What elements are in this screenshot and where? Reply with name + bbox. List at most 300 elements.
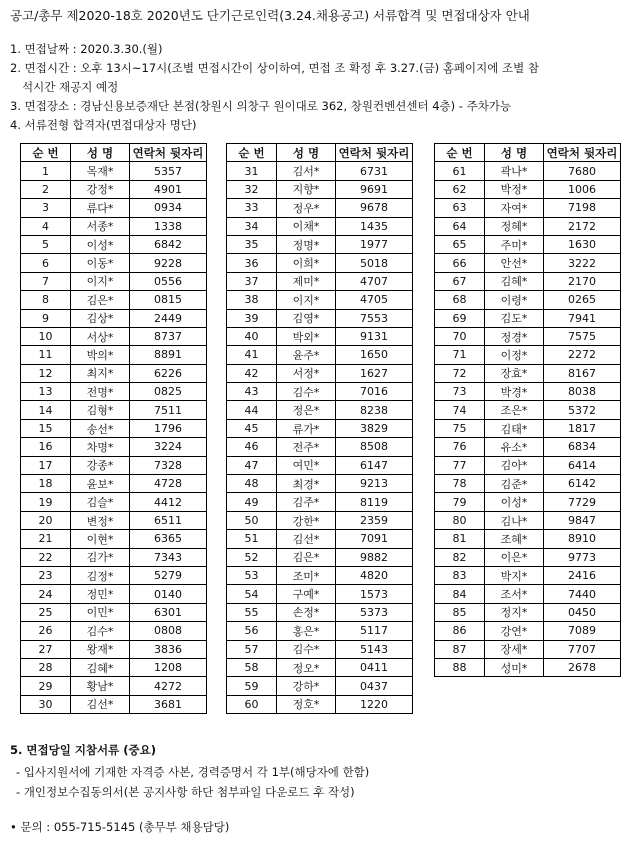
phone-last-digits: 8737 bbox=[130, 327, 207, 345]
row-number: 25 bbox=[21, 603, 71, 621]
table-row bbox=[227, 346, 413, 364]
table-row bbox=[21, 346, 207, 364]
phone-last-digits: 1208 bbox=[130, 658, 207, 676]
row-number: 28 bbox=[21, 658, 71, 676]
phone-last-digits: 4820 bbox=[336, 566, 413, 584]
table-row bbox=[435, 566, 621, 584]
applicant-name: 김도* bbox=[485, 309, 544, 327]
applicant-name: 정혜* bbox=[485, 217, 544, 235]
phone-last-digits: 1630 bbox=[544, 235, 621, 253]
phone-last-digits: 7680 bbox=[544, 162, 621, 180]
phone-last-digits: 7089 bbox=[544, 622, 621, 640]
phone-last-digits: 7198 bbox=[544, 199, 621, 217]
applicant-name: 송선* bbox=[71, 419, 130, 437]
applicant-name: 박경* bbox=[485, 383, 544, 401]
applicant-name: 변정* bbox=[71, 511, 130, 529]
applicant-name: 김선* bbox=[277, 530, 336, 548]
applicant-name: 김나* bbox=[485, 511, 544, 529]
phone-last-digits: 1338 bbox=[130, 217, 207, 235]
row-number: 16 bbox=[21, 438, 71, 456]
phone-last-digits: 9773 bbox=[544, 548, 621, 566]
row-number: 29 bbox=[21, 677, 71, 695]
row-number: 38 bbox=[227, 291, 277, 309]
row-number: 32 bbox=[227, 180, 277, 198]
applicant-name: 강하* bbox=[277, 677, 336, 695]
row-number: 88 bbox=[435, 658, 485, 676]
phone-last-digits: 1796 bbox=[130, 419, 207, 437]
applicant-name: 목재* bbox=[71, 162, 130, 180]
row-number: 1 bbox=[21, 162, 71, 180]
phone-last-digits: 7941 bbox=[544, 309, 621, 327]
row-number: 84 bbox=[435, 585, 485, 603]
phone-last-digits: 4901 bbox=[130, 180, 207, 198]
row-number: 7 bbox=[21, 272, 71, 290]
table-row bbox=[21, 309, 207, 327]
applicant-name: 최지* bbox=[71, 364, 130, 382]
phone-last-digits: 5279 bbox=[130, 566, 207, 584]
interview-time: 2. 면접시간 : 오후 13시~17시(조별 면접시간이 상이하여, 면접 조 확정 후 3.27.(금) 홈페이지에 조별 참 bbox=[10, 61, 540, 75]
phone-last-digits: 7328 bbox=[130, 456, 207, 474]
phone-last-digits: 1977 bbox=[336, 235, 413, 253]
applicant-name: 서종* bbox=[71, 217, 130, 235]
phone-last-digits: 2416 bbox=[544, 566, 621, 584]
row-number: 86 bbox=[435, 622, 485, 640]
phone-last-digits: 7343 bbox=[130, 548, 207, 566]
applicant-name: 이성* bbox=[485, 493, 544, 511]
row-number: 59 bbox=[227, 677, 277, 695]
phone-last-digits: 8119 bbox=[336, 493, 413, 511]
row-number: 74 bbox=[435, 401, 485, 419]
table-row bbox=[227, 254, 413, 272]
row-number: 2 bbox=[21, 180, 71, 198]
header-phone: 연락처 뒷자리 bbox=[336, 144, 413, 162]
row-number: 50 bbox=[227, 511, 277, 529]
interview-place: 3. 면접장소 : 경남신용보증재단 본점(창원시 의창구 원이대로 362, 창원컨벤션센터 4층) - 주차가능 bbox=[10, 99, 512, 113]
notice-title: 공고/총무 제2020-18호 2020년도 단기근로인력(3.24.채용공고) 서류합격 및 면접대상자 안내 bbox=[10, 8, 530, 23]
table-row bbox=[435, 180, 621, 198]
applicant-name: 강종* bbox=[71, 456, 130, 474]
table-row bbox=[21, 530, 207, 548]
table-row bbox=[227, 530, 413, 548]
phone-last-digits: 1650 bbox=[336, 346, 413, 364]
roster-table-3 bbox=[434, 143, 621, 677]
applicant-name: 이현* bbox=[71, 530, 130, 548]
applicant-name: 강한* bbox=[277, 511, 336, 529]
phone-last-digits: 8167 bbox=[544, 364, 621, 382]
row-number: 33 bbox=[227, 199, 277, 217]
required-documents-heading: 5. 면접당일 지참서류 (중요) bbox=[10, 743, 156, 757]
row-number: 73 bbox=[435, 383, 485, 401]
table-row bbox=[21, 695, 207, 713]
phone-last-digits: 2359 bbox=[336, 511, 413, 529]
table-row bbox=[435, 622, 621, 640]
applicant-name: 김수* bbox=[277, 383, 336, 401]
table-row bbox=[435, 438, 621, 456]
applicant-name: 유소* bbox=[485, 438, 544, 456]
phone-last-digits: 7553 bbox=[336, 309, 413, 327]
table-row bbox=[227, 364, 413, 382]
phone-last-digits: 0140 bbox=[130, 585, 207, 603]
table-row bbox=[435, 658, 621, 676]
table-row bbox=[21, 401, 207, 419]
table-row bbox=[21, 162, 207, 180]
phone-last-digits: 9131 bbox=[336, 327, 413, 345]
phone-last-digits: 7729 bbox=[544, 493, 621, 511]
table-row bbox=[227, 401, 413, 419]
row-number: 72 bbox=[435, 364, 485, 382]
table-row bbox=[435, 603, 621, 621]
row-number: 26 bbox=[21, 622, 71, 640]
table-row bbox=[435, 511, 621, 529]
table-row bbox=[227, 180, 413, 198]
row-number: 35 bbox=[227, 235, 277, 253]
table-row bbox=[227, 585, 413, 603]
header-name: 성 명 bbox=[485, 144, 544, 162]
table-row bbox=[435, 456, 621, 474]
applicant-name: 김형* bbox=[71, 401, 130, 419]
row-number: 41 bbox=[227, 346, 277, 364]
table-row bbox=[227, 272, 413, 290]
row-number: 56 bbox=[227, 622, 277, 640]
row-number: 20 bbox=[21, 511, 71, 529]
row-number: 80 bbox=[435, 511, 485, 529]
header-phone: 연락처 뒷자리 bbox=[130, 144, 207, 162]
applicant-name: 김정* bbox=[71, 566, 130, 584]
row-number: 55 bbox=[227, 603, 277, 621]
row-number: 36 bbox=[227, 254, 277, 272]
applicant-name: 정민* bbox=[71, 585, 130, 603]
phone-last-digits: 6365 bbox=[130, 530, 207, 548]
row-number: 11 bbox=[21, 346, 71, 364]
applicant-name: 류다* bbox=[71, 199, 130, 217]
phone-last-digits: 7575 bbox=[544, 327, 621, 345]
table-row bbox=[435, 364, 621, 382]
phone-last-digits: 0411 bbox=[336, 658, 413, 676]
applicant-name: 이은* bbox=[485, 548, 544, 566]
row-number: 62 bbox=[435, 180, 485, 198]
applicant-name: 김아* bbox=[485, 456, 544, 474]
table-row bbox=[435, 475, 621, 493]
table-row bbox=[21, 327, 207, 345]
table-row bbox=[227, 291, 413, 309]
applicant-name: 정오* bbox=[277, 658, 336, 676]
phone-last-digits: 5373 bbox=[336, 603, 413, 621]
applicant-name: 최경* bbox=[277, 475, 336, 493]
table-row bbox=[435, 530, 621, 548]
row-number: 60 bbox=[227, 695, 277, 713]
applicant-name: 왕재* bbox=[71, 640, 130, 658]
row-number: 83 bbox=[435, 566, 485, 584]
required-documents-section bbox=[10, 740, 369, 802]
row-number: 85 bbox=[435, 603, 485, 621]
row-number: 31 bbox=[227, 162, 277, 180]
table-row bbox=[227, 677, 413, 695]
applicant-name: 서정* bbox=[277, 364, 336, 382]
table-row bbox=[435, 162, 621, 180]
row-number: 24 bbox=[21, 585, 71, 603]
roster-table-1 bbox=[20, 143, 207, 714]
row-number: 66 bbox=[435, 254, 485, 272]
applicant-name: 윤주* bbox=[277, 346, 336, 364]
row-number: 87 bbox=[435, 640, 485, 658]
applicant-name: 이령* bbox=[485, 291, 544, 309]
phone-last-digits: 6511 bbox=[130, 511, 207, 529]
row-number: 39 bbox=[227, 309, 277, 327]
row-number: 19 bbox=[21, 493, 71, 511]
phone-last-digits: 6834 bbox=[544, 438, 621, 456]
applicant-name: 이동* bbox=[71, 254, 130, 272]
row-number: 30 bbox=[21, 695, 71, 713]
applicant-name: 홍은* bbox=[277, 622, 336, 640]
phone-last-digits: 2272 bbox=[544, 346, 621, 364]
row-number: 4 bbox=[21, 217, 71, 235]
table-row bbox=[21, 658, 207, 676]
applicant-name: 정경* bbox=[485, 327, 544, 345]
table-row bbox=[21, 622, 207, 640]
table-row bbox=[227, 658, 413, 676]
phone-last-digits: 3222 bbox=[544, 254, 621, 272]
applicant-name: 황남* bbox=[71, 677, 130, 695]
row-number: 69 bbox=[435, 309, 485, 327]
table-row bbox=[21, 640, 207, 658]
phone-last-digits: 0808 bbox=[130, 622, 207, 640]
applicant-name: 이희* bbox=[277, 254, 336, 272]
phone-last-digits: 5357 bbox=[130, 162, 207, 180]
row-number: 46 bbox=[227, 438, 277, 456]
row-number: 71 bbox=[435, 346, 485, 364]
table-row bbox=[227, 622, 413, 640]
applicant-name: 김영* bbox=[277, 309, 336, 327]
table-row bbox=[227, 475, 413, 493]
table-row bbox=[227, 162, 413, 180]
table-row bbox=[21, 677, 207, 695]
row-number: 34 bbox=[227, 217, 277, 235]
applicant-name: 전명* bbox=[71, 383, 130, 401]
table-row bbox=[435, 640, 621, 658]
table-row bbox=[435, 346, 621, 364]
header-name: 성 명 bbox=[71, 144, 130, 162]
row-number: 63 bbox=[435, 199, 485, 217]
header-no: 순 번 bbox=[435, 144, 485, 162]
row-number: 77 bbox=[435, 456, 485, 474]
row-number: 22 bbox=[21, 548, 71, 566]
applicant-name: 이정* bbox=[485, 346, 544, 364]
table-row bbox=[21, 199, 207, 217]
row-number: 61 bbox=[435, 162, 485, 180]
applicant-name: 강연* bbox=[485, 622, 544, 640]
header-no: 순 번 bbox=[21, 144, 71, 162]
applicant-name: 조은* bbox=[485, 401, 544, 419]
phone-last-digits: 8910 bbox=[544, 530, 621, 548]
phone-last-digits: 2172 bbox=[544, 217, 621, 235]
row-number: 68 bbox=[435, 291, 485, 309]
phone-last-digits: 1435 bbox=[336, 217, 413, 235]
contact-info: • 문의 : 055-715-5145 (총무부 채용담당) bbox=[10, 820, 230, 834]
phone-last-digits: 6301 bbox=[130, 603, 207, 621]
table-row bbox=[21, 475, 207, 493]
row-number: 5 bbox=[21, 235, 71, 253]
row-number: 13 bbox=[21, 383, 71, 401]
applicant-name: 김은* bbox=[277, 548, 336, 566]
applicant-name: 정지* bbox=[485, 603, 544, 621]
header-phone: 연락처 뒷자리 bbox=[544, 144, 621, 162]
phone-last-digits: 3681 bbox=[130, 695, 207, 713]
phone-last-digits: 8238 bbox=[336, 401, 413, 419]
applicant-name: 곽나* bbox=[485, 162, 544, 180]
phone-last-digits: 5143 bbox=[336, 640, 413, 658]
row-number: 70 bbox=[435, 327, 485, 345]
table-row bbox=[435, 401, 621, 419]
phone-last-digits: 2449 bbox=[130, 309, 207, 327]
applicant-name: 정명* bbox=[277, 235, 336, 253]
passed-list-heading: 4. 서류전형 합격자(면접대상자 명단) bbox=[10, 118, 197, 132]
applicant-name: 성미* bbox=[485, 658, 544, 676]
row-number: 6 bbox=[21, 254, 71, 272]
row-number: 45 bbox=[227, 419, 277, 437]
phone-last-digits: 7016 bbox=[336, 383, 413, 401]
table-row bbox=[227, 566, 413, 584]
row-number: 48 bbox=[227, 475, 277, 493]
applicant-name: 박외* bbox=[277, 327, 336, 345]
applicant-name: 전주* bbox=[277, 438, 336, 456]
table-row bbox=[227, 419, 413, 437]
phone-last-digits: 6731 bbox=[336, 162, 413, 180]
phone-last-digits: 0556 bbox=[130, 272, 207, 290]
phone-last-digits: 7511 bbox=[130, 401, 207, 419]
phone-last-digits: 4707 bbox=[336, 272, 413, 290]
table-row bbox=[227, 511, 413, 529]
row-number: 65 bbox=[435, 235, 485, 253]
table-row bbox=[435, 309, 621, 327]
phone-last-digits: 4728 bbox=[130, 475, 207, 493]
phone-last-digits: 4272 bbox=[130, 677, 207, 695]
row-number: 8 bbox=[21, 291, 71, 309]
phone-last-digits: 1573 bbox=[336, 585, 413, 603]
row-number: 53 bbox=[227, 566, 277, 584]
row-number: 23 bbox=[21, 566, 71, 584]
applicant-name: 주미* bbox=[485, 235, 544, 253]
required-document-1: - 입사지원서에 기재한 자격증 사본, 경력증명서 각 1부(해당자에 한함) bbox=[16, 765, 370, 779]
table-row bbox=[21, 548, 207, 566]
row-number: 79 bbox=[435, 493, 485, 511]
row-number: 27 bbox=[21, 640, 71, 658]
table-row bbox=[227, 603, 413, 621]
applicant-name: 정호* bbox=[277, 695, 336, 713]
applicant-name: 김상* bbox=[71, 309, 130, 327]
phone-last-digits: 9691 bbox=[336, 180, 413, 198]
row-number: 75 bbox=[435, 419, 485, 437]
applicant-name: 김태* bbox=[485, 419, 544, 437]
applicant-name: 김주* bbox=[277, 493, 336, 511]
table-row bbox=[435, 272, 621, 290]
table-row bbox=[227, 493, 413, 511]
table-row bbox=[435, 383, 621, 401]
applicant-name: 조서* bbox=[485, 585, 544, 603]
phone-last-digits: 9847 bbox=[544, 511, 621, 529]
table-row bbox=[435, 235, 621, 253]
applicant-name: 구예* bbox=[277, 585, 336, 603]
phone-last-digits: 5018 bbox=[336, 254, 413, 272]
row-number: 9 bbox=[21, 309, 71, 327]
applicant-name: 조미* bbox=[277, 566, 336, 584]
phone-last-digits: 0437 bbox=[336, 677, 413, 695]
row-number: 78 bbox=[435, 475, 485, 493]
table-row bbox=[21, 438, 207, 456]
applicant-name: 장세* bbox=[485, 640, 544, 658]
applicant-name: 이지* bbox=[277, 291, 336, 309]
applicant-name: 김혜* bbox=[71, 658, 130, 676]
row-number: 54 bbox=[227, 585, 277, 603]
row-number: 67 bbox=[435, 272, 485, 290]
table-row bbox=[227, 199, 413, 217]
table-row bbox=[227, 309, 413, 327]
applicant-name: 김서* bbox=[277, 162, 336, 180]
header-name: 성 명 bbox=[277, 144, 336, 162]
applicant-name: 박의* bbox=[71, 346, 130, 364]
phone-last-digits: 1006 bbox=[544, 180, 621, 198]
notice-document bbox=[10, 6, 634, 135]
row-number: 51 bbox=[227, 530, 277, 548]
table-row bbox=[227, 695, 413, 713]
phone-last-digits: 1627 bbox=[336, 364, 413, 382]
table-row bbox=[227, 456, 413, 474]
table-row bbox=[21, 235, 207, 253]
row-number: 47 bbox=[227, 456, 277, 474]
roster-table-2 bbox=[226, 143, 413, 714]
applicant-name: 제미* bbox=[277, 272, 336, 290]
table-row bbox=[435, 419, 621, 437]
phone-last-digits: 0265 bbox=[544, 291, 621, 309]
table-row bbox=[21, 511, 207, 529]
table-row bbox=[435, 548, 621, 566]
phone-last-digits: 3829 bbox=[336, 419, 413, 437]
applicant-name: 조혜* bbox=[485, 530, 544, 548]
phone-last-digits: 3836 bbox=[130, 640, 207, 658]
table-row bbox=[21, 254, 207, 272]
applicant-name: 김슬* bbox=[71, 493, 130, 511]
phone-last-digits: 4412 bbox=[130, 493, 207, 511]
applicant-name: 김혜* bbox=[485, 272, 544, 290]
row-number: 43 bbox=[227, 383, 277, 401]
table-row bbox=[227, 217, 413, 235]
row-number: 21 bbox=[21, 530, 71, 548]
table-row bbox=[435, 327, 621, 345]
applicant-name: 정우* bbox=[277, 199, 336, 217]
table-row bbox=[227, 235, 413, 253]
table-row bbox=[21, 180, 207, 198]
phone-last-digits: 6414 bbox=[544, 456, 621, 474]
row-number: 12 bbox=[21, 364, 71, 382]
phone-last-digits: 7440 bbox=[544, 585, 621, 603]
table-row bbox=[435, 585, 621, 603]
applicant-name: 이채* bbox=[277, 217, 336, 235]
applicant-name: 정은* bbox=[277, 401, 336, 419]
phone-last-digits: 4705 bbox=[336, 291, 413, 309]
phone-last-digits: 9678 bbox=[336, 199, 413, 217]
phone-last-digits: 7091 bbox=[336, 530, 413, 548]
applicant-name: 이성* bbox=[71, 235, 130, 253]
table-row bbox=[21, 217, 207, 235]
applicant-name: 장효* bbox=[485, 364, 544, 382]
table-row bbox=[21, 272, 207, 290]
applicant-name: 이민* bbox=[71, 603, 130, 621]
table-row bbox=[435, 291, 621, 309]
table-row bbox=[227, 548, 413, 566]
phone-last-digits: 8891 bbox=[130, 346, 207, 364]
row-number: 40 bbox=[227, 327, 277, 345]
table-row bbox=[227, 327, 413, 345]
applicant-name: 여민* bbox=[277, 456, 336, 474]
